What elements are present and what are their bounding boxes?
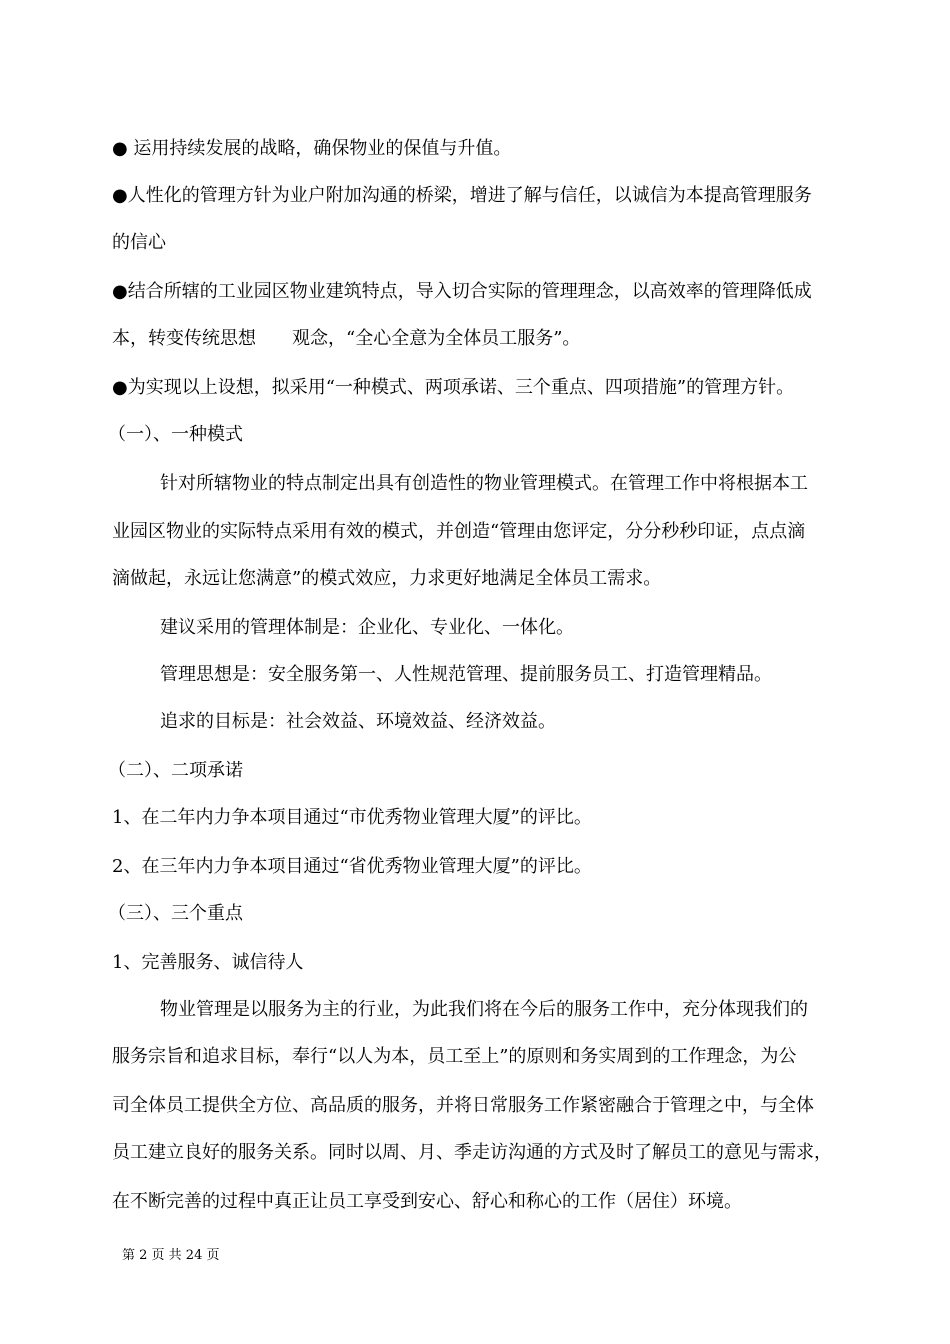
section-heading: （二）、二项承诺	[108, 760, 243, 781]
paragraph-line: ●人性化的管理方针为业户附加沟通的桥梁，增进了解与信任，以诚信为本提高管理服务	[112, 185, 812, 206]
list-item: 1、在二年内力争本项目通过“市优秀物业管理大厦”的评比。	[112, 807, 592, 828]
paragraph-line: 在不断完善的过程中真正让员工享受到安心、舒心和称心的工作（居住）环境。	[112, 1191, 742, 1212]
paragraph-line: 建议采用的管理体制是：企业化、专业化、一体化。	[160, 617, 574, 638]
list-item: 1、完善服务、诚信待人	[112, 952, 304, 973]
paragraph-line: 员工建立良好的服务关系。同时以周、月、季走访沟通的方式及时了解员工的意见与需求，	[112, 1142, 832, 1163]
paragraph-line: 管理思想是：安全服务第一、人性规范管理、提前服务员工、打造管理精品。	[160, 664, 772, 685]
paragraph-line: 追求的目标是：社会效益、环境效益、经济效益。	[160, 711, 556, 732]
paragraph-line: ●为实现以上设想，拟采用“一种模式、两项承诺、三个重点、四项措施”的管理方针。	[112, 377, 795, 398]
section-heading: （一）、一种模式	[108, 424, 243, 445]
list-item: 2、在三年内力争本项目通过“省优秀物业管理大厦”的评比。	[112, 856, 592, 877]
section-heading: （三）、三个重点	[108, 903, 243, 924]
paragraph-line: 业园区物业的实际特点采用有效的模式，并创造“管理由您评定，分分秒秒印证，点点滴	[112, 521, 806, 542]
paragraph-line: 滴做起，永远让您满意”的模式效应，力求更好地满足全体员工需求。	[112, 568, 662, 589]
paragraph-line: 本，转变传统思想 观念，“全心全意为全体员工服务”。	[112, 328, 581, 349]
paragraph-line: ●结合所辖的工业园区物业建筑特点，导入切合实际的管理理念，以高效率的管理降低成	[112, 281, 812, 302]
page-number-footer: 第 2 页 共 24 页	[122, 1248, 220, 1263]
paragraph-line: ● 运用持续发展的战略，确保物业的保值与升值。	[112, 138, 512, 159]
paragraph-line: 物业管理是以服务为主的行业，为此我们将在今后的服务工作中，充分体现我们的	[160, 999, 808, 1020]
paragraph-line: 服务宗旨和追求目标，奉行“以人为本，员工至上”的原则和务实周到的工作理念，为公	[112, 1046, 797, 1067]
paragraph-line: 针对所辖物业的特点制定出具有创造性的物业管理模式。在管理工作中将根据本工	[160, 473, 808, 494]
paragraph-line: 司全体员工提供全方位、高品质的服务，并将日常服务工作紧密融合于管理之中，与全体	[112, 1095, 814, 1116]
paragraph-line: 的信心	[112, 232, 166, 253]
